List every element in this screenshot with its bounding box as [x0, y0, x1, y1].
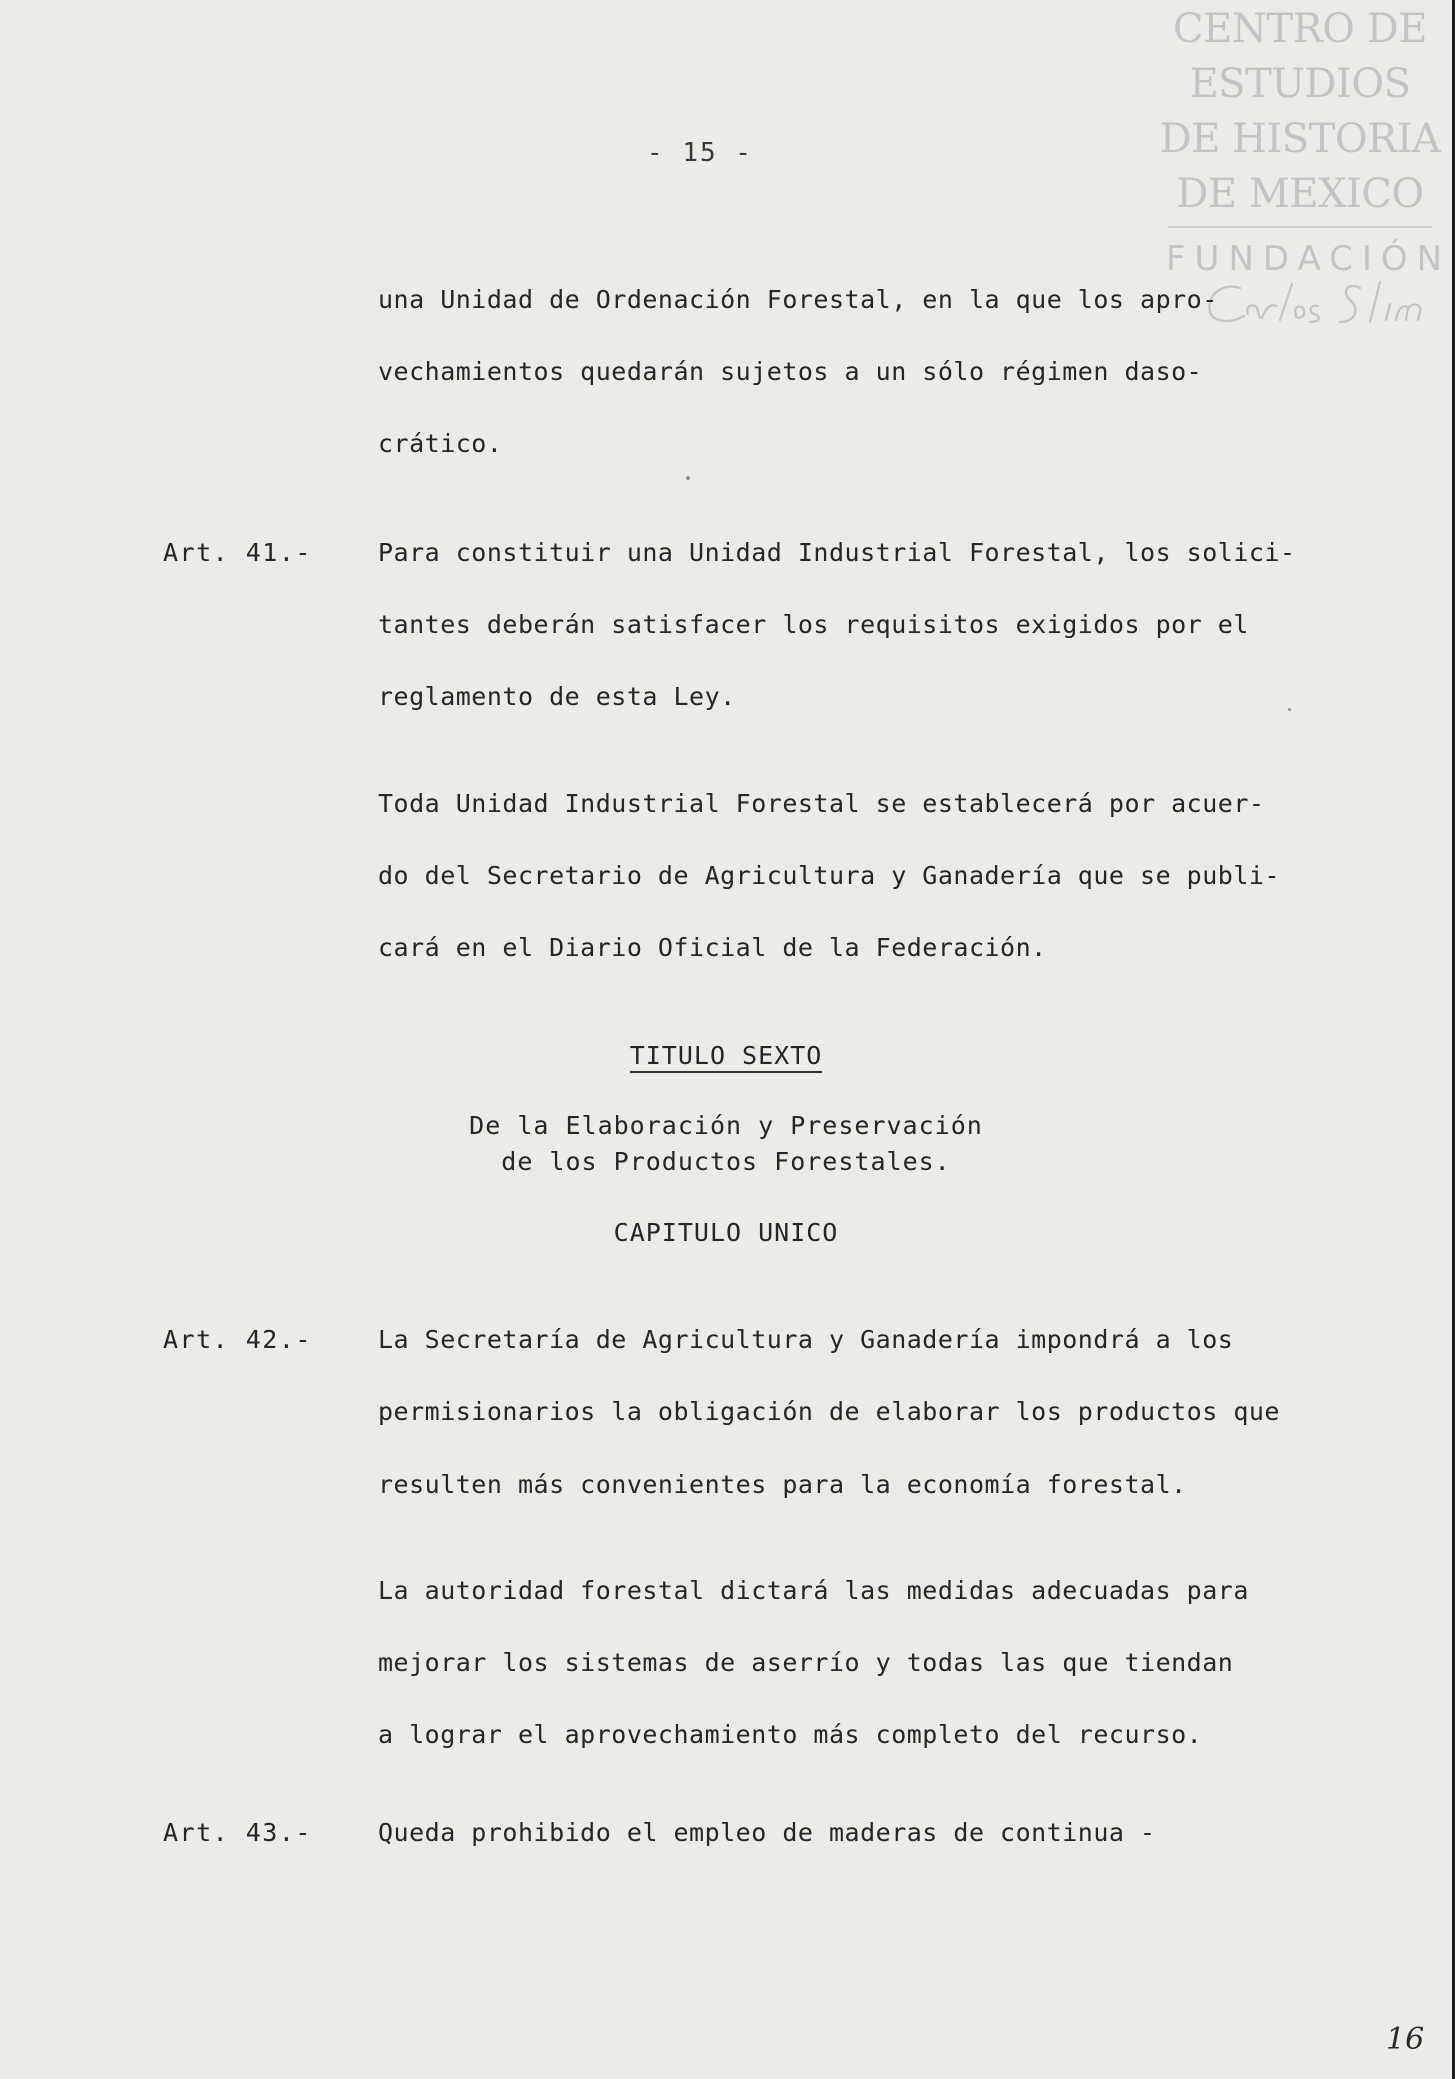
section-title — [0, 1040, 1452, 1072]
text-line: cará en el Diario Oficial de la Federación. — [378, 933, 1047, 962]
text-line: do del Secretario de Agricultura y Ganadería que se publi- — [378, 861, 1280, 890]
text-line: a lograr el aprovechamiento más completo del recurso. — [378, 1720, 1203, 1749]
text-line: crático. — [378, 429, 503, 458]
text-line: tantes deberán satisfacer los requisitos exigidos por el — [378, 610, 1249, 639]
text-line: permisionarios la obligación de elaborar los productos que — [378, 1397, 1280, 1426]
watermark-foundation: FUNDACIÓN — [1166, 239, 1452, 279]
text-line: Queda prohibido el empleo de maderas de continua - — [378, 1818, 1156, 1847]
article-label: Art. 43.- — [163, 1818, 312, 1847]
watermark-line: CENTRO DE — [1173, 6, 1427, 52]
watermark-line: ESTUDIOS — [1189, 61, 1411, 107]
chapter-title: CAPITULO UNICO — [613, 1218, 839, 1247]
paper-speck — [686, 476, 690, 480]
section-subtitle: de los Productos Forestales. — [501, 1147, 951, 1176]
article-label: Art. 41.- — [163, 538, 312, 567]
text-line: Para constituir una Unidad Industrial Forestal, los solici- — [378, 538, 1296, 567]
section-subtitle: De la Elaboración y Preservación — [469, 1111, 983, 1140]
text-line: vechamientos quedarán sujetos a un sólo régimen daso- — [378, 357, 1203, 386]
text-line: La Secretaría de Agricultura y Ganadería impondrá a los — [378, 1325, 1234, 1354]
paper-speck — [1288, 708, 1291, 711]
handwritten-folio-number: 16 — [1386, 2022, 1425, 2057]
section-title-text: TITULO SEXTO — [630, 1041, 823, 1073]
signature-logo — [1200, 274, 1440, 334]
text-line: resulten más convenientes para la economía forestal. — [378, 1470, 1187, 1499]
text-line: mejorar los sistemas de aserrío y todas las que tiendan — [378, 1648, 1234, 1677]
page-number: - 15 - — [647, 138, 753, 168]
text-line: Toda Unidad Industrial Forestal se establecerá por acuer- — [378, 789, 1265, 818]
article-label: Art. 42.- — [163, 1325, 312, 1354]
watermark-line: DE HISTORIA — [1159, 116, 1441, 162]
text-line: reglamento de esta Ley. — [378, 682, 736, 711]
text-line: La autoridad forestal dictará las medidas adecuadas para — [378, 1576, 1249, 1605]
watermark-line: DE MEXICO — [1176, 171, 1424, 217]
watermark-divider — [1168, 226, 1432, 228]
text-line: una Unidad de Ordenación Forestal, en la que los apro- — [378, 285, 1218, 314]
